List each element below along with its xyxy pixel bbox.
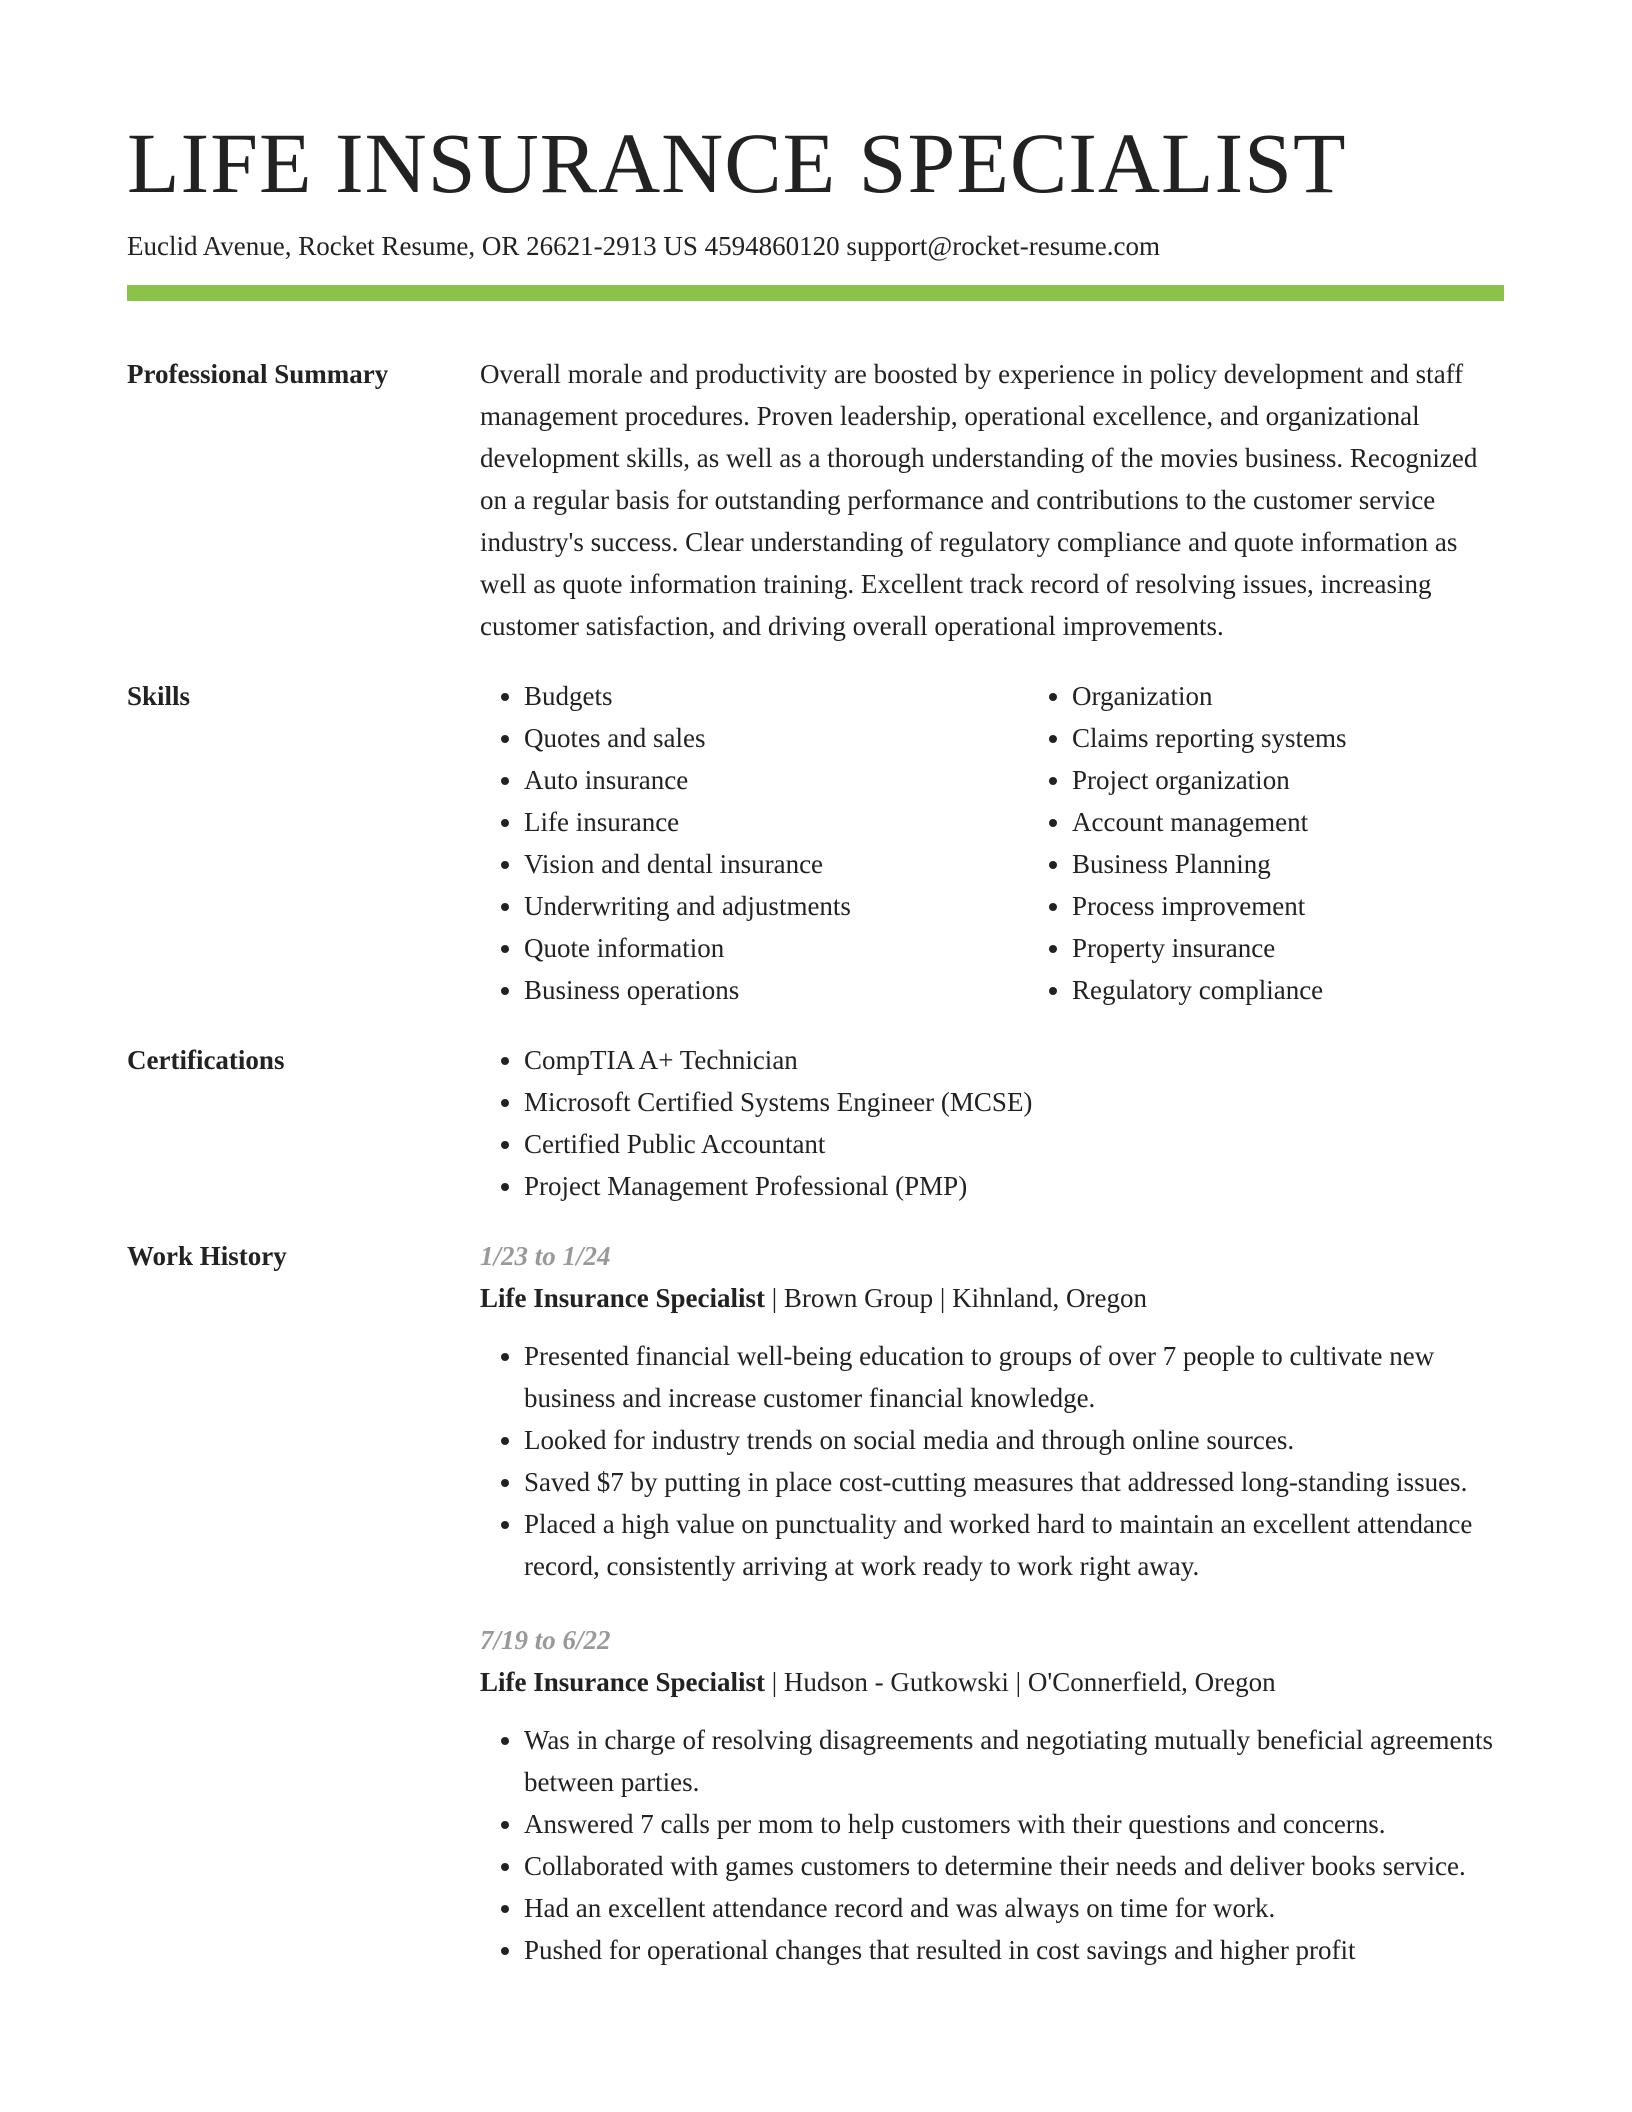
- contact-line: Euclid Avenue, Rocket Resume, OR 26621-2913 US 4594860120 support@rocket-resume.com: [127, 231, 1160, 261]
- skill-item: • Underwriting and adjustments: [524, 885, 1028, 927]
- skill-item: • Claims reporting systems: [1072, 717, 1576, 759]
- job-bullets: [480, 1335, 1504, 1587]
- job-bullet: • Presented financial well-being education to groups of over 7 people to cultivate new business and increase customer financial knowledge.: [524, 1335, 1504, 1419]
- certifications-section: [127, 1039, 1504, 1207]
- skill-item: • Business operations: [524, 969, 1028, 1011]
- section-label-certifications: Certifications: [127, 1045, 285, 1075]
- skill-item: • Regulatory compliance: [1072, 969, 1576, 1011]
- summary-section: [127, 353, 1504, 647]
- resume-title: LIFE INSURANCE SPECIALIST: [127, 115, 1347, 211]
- certification-item: • Certified Public Accountant: [524, 1123, 1504, 1165]
- certification-item: • Project Management Professional (PMP): [524, 1165, 1504, 1207]
- skill-item: • Business Planning: [1072, 843, 1576, 885]
- certification-item: • CompTIA A+ Technician: [524, 1039, 1504, 1081]
- skill-item: • Account management: [1072, 801, 1576, 843]
- skill-item: • Quotes and sales: [524, 717, 1028, 759]
- job-bullets: [480, 1719, 1504, 1971]
- job-entry: [480, 1619, 1504, 1971]
- job-title: Life Insurance Specialist: [480, 1283, 766, 1313]
- job-dates: 1/23 to 1/24: [480, 1241, 611, 1271]
- section-label-work-history: Work History: [127, 1241, 287, 1271]
- job-heading: [480, 1277, 1504, 1319]
- job-title: Life Insurance Specialist: [480, 1667, 766, 1697]
- section-label-summary: Professional Summary: [127, 359, 389, 389]
- job-bullet: • Had an excellent attendance record and was always on time for work.: [524, 1887, 1504, 1929]
- job-bullet: • Placed a high value on punctuality and worked hard to maintain an excellent attendance record, consistently arriving at work ready to work right away.: [524, 1503, 1504, 1587]
- accent-rule: [127, 285, 1504, 301]
- skills-list-right: [1028, 675, 1576, 1011]
- certifications-list: [480, 1039, 1504, 1207]
- job-employer-location: | Brown Group | Kihnland, Oregon: [765, 1283, 1148, 1313]
- skill-item: • Project organization: [1072, 759, 1576, 801]
- skill-item: • Quote information: [524, 927, 1028, 969]
- job-entry: [480, 1235, 1504, 1587]
- summary-text: Overall morale and productivity are boosted by experience in policy development and staff management procedures. Proven leadership, operational excellence, and organizational development skills, as well as a thorough understanding of the movies business. Recognized on a regular basis for outstanding performance and contributions to the customer service industry's success. Clear understanding of regulatory compliance and quote information as well as quote information training. Excellent track record of resolving issues, increasing customer satisfaction, and driving overall operational improvements.: [480, 359, 1478, 641]
- section-label-skills: Skills: [127, 681, 191, 711]
- skill-item: • Budgets: [524, 675, 1028, 717]
- job-bullet: • Looked for industry trends on social media and through online sources.: [524, 1419, 1504, 1461]
- skills-section: [127, 675, 1504, 1011]
- job-bullet: • Collaborated with games customers to determine their needs and deliver books service.: [524, 1845, 1504, 1887]
- job-bullet: • Answered 7 calls per mom to help customers with their questions and concerns.: [524, 1803, 1504, 1845]
- job-employer-location: | Hudson - Gutkowski | O'Connerfield, Oregon: [765, 1667, 1276, 1697]
- job-dates: 7/19 to 6/22: [480, 1625, 611, 1655]
- skill-item: • Process improvement: [1072, 885, 1576, 927]
- work-history-section: [127, 1235, 1504, 1971]
- skills-list-left: [480, 675, 1028, 1011]
- skill-item: • Vision and dental insurance: [524, 843, 1028, 885]
- job-bullet: • Was in charge of resolving disagreements and negotiating mutually beneficial agreements between parties.: [524, 1719, 1504, 1803]
- skill-item: • Life insurance: [524, 801, 1028, 843]
- skill-item: • Auto insurance: [524, 759, 1028, 801]
- certification-item: • Microsoft Certified Systems Engineer (MCSE): [524, 1081, 1504, 1123]
- skill-item: • Property insurance: [1072, 927, 1576, 969]
- skill-item: • Organization: [1072, 675, 1576, 717]
- job-bullet: • Saved $7 by putting in place cost-cutting measures that addressed long-standing issues.: [524, 1461, 1504, 1503]
- job-heading: [480, 1661, 1504, 1703]
- job-bullet: • Pushed for operational changes that resulted in cost savings and higher profit: [524, 1929, 1504, 1971]
- sections: [127, 353, 1504, 1971]
